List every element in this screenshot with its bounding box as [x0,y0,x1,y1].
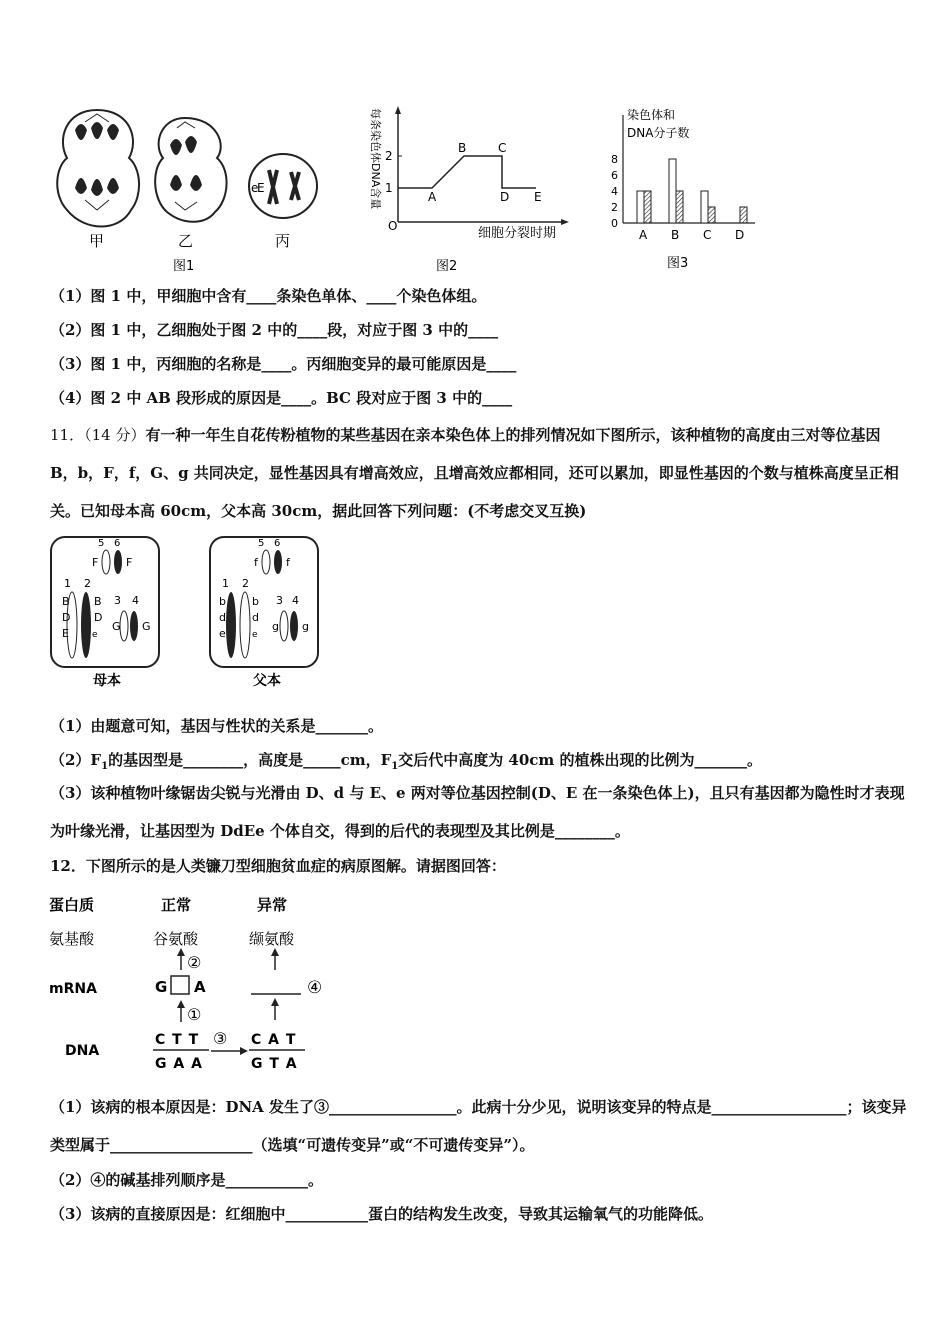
cell-yi [155,118,226,222]
diag-step-3: ③ [213,1029,228,1048]
fig2-ylabel: 每条染色体DNA含量 [369,108,382,210]
q11-sub2-c: 交后代中高度为 40cm 的植株出现的比例为_______。 [398,751,763,769]
diag-dna-normal-top: C T T [155,1032,200,1048]
mother-gene-B1: B [62,595,70,608]
fig2-xlabel: 细胞分裂时期 [478,226,557,241]
father-pos-3: 3 [276,594,283,607]
mother-gene-B2: B [94,595,102,608]
q12-intro: 12．下图所示的是人类镰刀型细胞贫血症的病原图解。请据图回答： [50,857,506,875]
q11-number: 11．（14 分） [50,426,146,444]
fig1-caption: 图1 [173,259,195,274]
father-gene-e1: e [219,627,226,640]
q10-sub4: （4）图 2 中 AB 段形成的原因是____。BC 段对应于图 3 中的____ [50,389,513,407]
mother-pos-5: 5 [98,538,105,549]
father-gene-b1: b [219,595,226,608]
diag-row-aa: 氨基酸 [49,930,95,948]
q11-sub1: （1）由题意可知，基因与性状的关系是_______。 [50,717,383,735]
diag-row-mrna: mRNA [49,981,97,997]
label-bing: 丙 [275,232,291,250]
fig2-origin: O [388,219,398,233]
gene-E-big: E [257,181,265,195]
q12-sub1: （1）该病的根本原因是：DNA 发生了③_________________。此病十分少见，说明该变异的特点是__________________；该变异类型属于___________________（选填“可遗传变异”或“不可遗传变异”）。 [50,1098,907,1154]
father-pos-5: 5 [258,538,265,549]
fig3-ylabel-line2: DNA分子数 [627,126,690,140]
q10-sub3: （3）图 1 中，丙细胞的名称是____。丙细胞变异的最可能原因是____ [50,355,517,373]
fig3-ytick-4: 4 [611,185,618,198]
mother-gene-D2: D [94,611,103,624]
mother-gene-F2: F [126,556,133,569]
diag-aa-abnormal: 缬氨酸 [249,930,295,948]
father-gene-d1: d [219,611,226,624]
father-pos-6: 6 [274,538,281,549]
gene-e-small: e [251,181,259,195]
q12-diagram [45,890,345,1085]
diag-col-normal: 正常 [161,896,192,914]
mother-cell [51,537,159,667]
fig3-ylabel-line1: 染色体和 [627,108,676,122]
father-gene-d2: d [252,611,259,624]
fig2-curve [398,156,536,188]
mother-gene-E: E [62,627,69,640]
label-yi: 乙 [178,232,194,250]
fig3-category-D: D [735,228,745,242]
diag-row-dna: DNA [65,1043,100,1059]
father-pos-4: 4 [292,594,299,607]
mother-gene-G1: G [112,620,121,633]
father-gene-g1: g [272,620,279,633]
fig2-point-D: D [500,190,510,204]
fig2-point-B: B [458,141,467,155]
q11-intro-text: 有一种一年生自花传粉植物的某些基因在亲本染色体上的排列情况如下图所示，该种植物的高度由三对等位基因 B，b，F，f，G、g 共同决定，显性基因具有增高效应，且增高效应都相同，还可以累加，即显性基因的个数与植株高度呈正相关。已知母本高 60cm，父本高 30cm，据此回答下列问题：(不考虑交叉互换) [50,426,899,520]
father-pos-2: 2 [242,577,249,590]
mother-pos-2: 2 [84,577,91,590]
father-gene-f1: f [254,556,258,569]
father-cell [210,537,318,667]
q11-sub2-a: （2）F [50,751,102,769]
diag-col-abnormal: 异常 [257,896,288,914]
mother-gene-G2: G [142,620,151,633]
bar-C-chromosome [701,191,708,223]
diag-mrna-G: G [155,978,168,996]
father-gene-e2: e [252,630,258,640]
fig2-ytick-1: 1 [385,181,393,195]
mother-gene-D1: D [62,611,71,624]
father-label: 父本 [253,673,281,689]
mother-label: 母本 [93,673,121,689]
mother-pos-6: 6 [114,538,121,549]
q12-sub3: （3）该病的直接原因是：红细胞中___________蛋白的结构发生改变，导致其运输氧气的功能降低。 [50,1205,713,1223]
diag-mrna-blank-box [171,976,189,994]
bar-B-dna [676,191,683,223]
diag-step-4: ④ [307,978,323,998]
q12-sub2: （2）④的碱基排列顺序是___________。 [50,1171,323,1189]
bar-C-dna [708,207,715,223]
q11-sub3: （3）该种植物叶缘锯齿尖锐与光滑由 D、d 与 E、e 两对等位基因控制(D、E 在一条染色体上)，且只有基因都为隐性时才表现为叶缘光滑，让基因型为 DdEe 个体自交，得到的后代的表现型及其比例是________。 [50,784,905,840]
fig3-ytick-2: 2 [611,201,618,214]
father-pos-1: 1 [222,577,229,590]
q10-sub1: （1）图 1 中，甲细胞中含有____条染色单体、____个染色体组。 [50,287,487,305]
bar-A-chromosome [637,191,644,223]
figure-3 [605,105,765,275]
diag-dna-abnormal-bottom: G T A [251,1056,298,1072]
fig3-ytick-6: 6 [611,169,618,182]
figure-1 [45,100,335,275]
fig3-category-B: B [671,228,680,242]
q11-sub2 [50,750,762,777]
bar-B-chromosome [669,159,676,223]
bar-A-dna [644,191,651,223]
fig3-ytick-8: 8 [611,153,618,166]
father-gene-b2: b [252,595,259,608]
diag-aa-normal: 谷氨酸 [153,930,199,948]
q11-sub2-subscript-1: 1 [101,761,109,772]
fig3-category-C: C [703,228,712,242]
fig2-point-C: C [498,141,507,155]
mother-gene-e: e [92,630,98,640]
label-jia: 甲 [89,232,105,250]
cell-bing [249,154,317,218]
father-gene-g2: g [302,620,309,633]
fig2-ytick-2: 2 [385,149,393,163]
cell-jia [57,110,139,227]
diag-col-protein: 蛋白质 [49,896,95,914]
diag-dna-normal-bottom: G A A [155,1056,203,1072]
fig2-point-A: A [428,190,437,204]
diag-step-1: ① [187,1005,202,1024]
diag-dna-abnormal-top: C A T [251,1032,297,1048]
mother-pos-3: 3 [114,594,121,607]
mother-gene-F1: F [92,556,99,569]
diag-mrna-A: A [194,978,206,996]
father-gene-f2: f [286,556,290,569]
q11-sub2-b: 的基因型是________，高度是_____cm，F [108,751,392,769]
figure-2 [360,100,580,275]
fig2-point-E: E [534,190,542,204]
mother-pos-1: 1 [64,577,71,590]
q10-sub2: （2）图 1 中，乙细胞处于图 2 中的____段，对应于图 3 中的____ [50,321,499,339]
bar-D-dna [740,207,747,223]
q11-sub2-subscript-2: 1 [391,761,399,772]
fig3-caption: 图3 [667,256,689,271]
fig3-ytick-0: 0 [611,217,618,230]
mother-pos-4: 4 [132,594,139,607]
fig3-category-A: A [639,228,648,242]
fig2-caption: 图2 [436,259,458,274]
q11-intro [50,416,912,530]
diag-step-2: ② [187,953,202,972]
q11-chromosome-figure [48,535,348,695]
